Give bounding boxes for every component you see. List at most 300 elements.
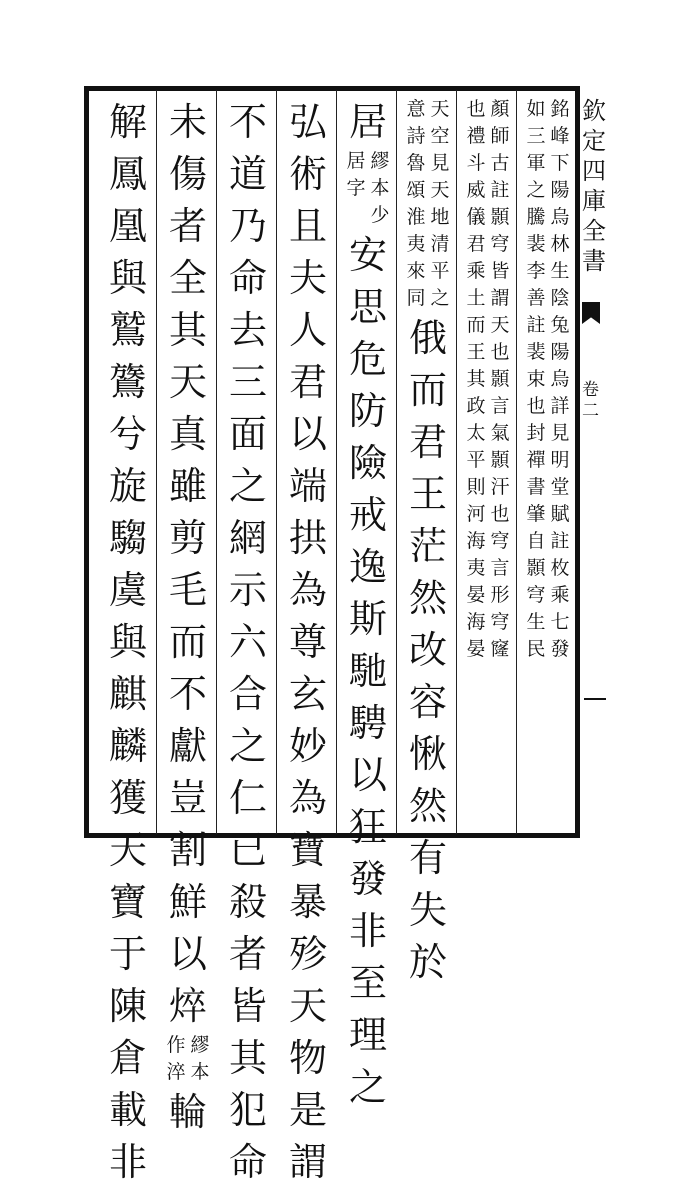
annotation-char: 之 bbox=[526, 179, 546, 201]
annotation-char: 繆 bbox=[370, 150, 390, 172]
main-text-char: 旋 bbox=[108, 464, 147, 508]
annotation-row bbox=[404, 204, 452, 231]
annotation-row bbox=[404, 258, 452, 285]
annotation-char: 威 bbox=[466, 179, 486, 201]
annotation-char: 自 bbox=[526, 530, 546, 552]
main-text-char: 其 bbox=[228, 1036, 267, 1080]
main-text-char: 術 bbox=[288, 152, 327, 196]
annotation-char: 淬 bbox=[166, 1061, 186, 1083]
main-text-char: 剪 bbox=[168, 516, 207, 560]
main-text-char: 為 bbox=[288, 776, 327, 820]
main-text-char: 與 bbox=[108, 620, 147, 664]
annotation-row bbox=[524, 312, 572, 339]
annotation-char: 顥 bbox=[490, 449, 510, 471]
annotation-char: 言 bbox=[490, 557, 510, 579]
main-text-char: 危 bbox=[348, 337, 387, 381]
annotation-char: 地 bbox=[430, 206, 450, 228]
main-text-char: 以 bbox=[348, 753, 387, 797]
main-text-char: 面 bbox=[228, 412, 267, 456]
annotation-char: 穹 bbox=[490, 611, 510, 633]
annotation-char: 淮 bbox=[406, 206, 426, 228]
main-text-char: 毛 bbox=[168, 568, 207, 612]
main-text-char: 謂 bbox=[288, 1140, 327, 1184]
annotation-char: 同 bbox=[406, 287, 426, 309]
annotation-char: 河 bbox=[466, 503, 486, 525]
annotation-char: 也 bbox=[466, 98, 486, 120]
text-column bbox=[100, 96, 156, 1188]
annotation-char: 發 bbox=[550, 638, 570, 660]
main-text-char: 未 bbox=[168, 100, 207, 144]
main-text-char: 命 bbox=[228, 1140, 267, 1184]
main-text-char: 失 bbox=[408, 888, 447, 932]
main-text-char: 仁 bbox=[228, 776, 267, 820]
annotation-char: 本 bbox=[190, 1061, 210, 1083]
annotation-char: 陽 bbox=[550, 341, 570, 363]
annotation-char: 乘 bbox=[550, 584, 570, 606]
annotation-char: 其 bbox=[466, 368, 486, 390]
annotation-char: 下 bbox=[550, 152, 570, 174]
text-column bbox=[460, 96, 516, 663]
annotation-row bbox=[524, 231, 572, 258]
juan-number bbox=[582, 380, 599, 422]
annotation-char: 也 bbox=[526, 395, 546, 417]
main-text-char: 拱 bbox=[288, 516, 327, 560]
main-text-char: 殺 bbox=[228, 880, 267, 924]
annotation-char: 如 bbox=[526, 98, 546, 120]
annotation-row bbox=[524, 177, 572, 204]
annotation-row bbox=[464, 393, 512, 420]
main-text-char: 麟 bbox=[108, 724, 147, 768]
annotation-char: 本 bbox=[370, 177, 390, 199]
annotation-row bbox=[464, 258, 512, 285]
main-text-char: 鷲 bbox=[108, 308, 147, 352]
annotation-row bbox=[464, 609, 512, 636]
annotation-char: 烏 bbox=[550, 368, 570, 390]
main-text-char: 皆 bbox=[228, 984, 267, 1028]
main-text-char: 馳 bbox=[348, 649, 387, 693]
annotation-char: 來 bbox=[406, 260, 426, 282]
main-text-char: 為 bbox=[288, 568, 327, 612]
annotation-row bbox=[344, 202, 392, 229]
main-text-char: 容 bbox=[408, 680, 447, 724]
annotation-char: 太 bbox=[466, 422, 486, 444]
annotation-row bbox=[524, 393, 572, 420]
main-text-char: 騶 bbox=[108, 516, 147, 560]
annotation-char: 汗 bbox=[490, 476, 510, 498]
text-column bbox=[220, 96, 276, 1188]
main-text-char: 者 bbox=[168, 204, 207, 248]
annotation-row bbox=[524, 474, 572, 501]
main-text-char: 防 bbox=[348, 389, 387, 433]
annotation-char: 顥 bbox=[526, 557, 546, 579]
annotation-char: 詳 bbox=[550, 395, 570, 417]
annotation-char: 古 bbox=[490, 152, 510, 174]
annotation-char: 註 bbox=[550, 530, 570, 552]
text-column bbox=[280, 96, 336, 1188]
annotation-char: 書 bbox=[526, 476, 546, 498]
annotation-row bbox=[464, 177, 512, 204]
annotation-char: 裴 bbox=[526, 341, 546, 363]
annotation-char: 窿 bbox=[490, 638, 510, 660]
main-text-char: 俄 bbox=[408, 316, 447, 360]
annotation-char: 肇 bbox=[526, 503, 546, 525]
fold-title-char: 全 bbox=[582, 217, 606, 245]
column-rule bbox=[396, 90, 397, 834]
main-text-char: 至 bbox=[348, 961, 387, 1005]
main-text-char: 是 bbox=[288, 1088, 327, 1132]
main-text-char: 而 bbox=[168, 620, 207, 664]
main-text-char: 然 bbox=[408, 576, 447, 620]
main-text-char: 豈 bbox=[168, 776, 207, 820]
annotation-char: 字 bbox=[346, 177, 366, 199]
fold-title-char: 書 bbox=[582, 247, 606, 275]
annotation-char: 斗 bbox=[466, 152, 486, 174]
fold-title-char: 欽 bbox=[582, 97, 606, 125]
annotation-char: 儀 bbox=[466, 206, 486, 228]
main-text-char: 乃 bbox=[228, 204, 267, 248]
annotation-char: 林 bbox=[550, 233, 570, 255]
main-text-char: 鮮 bbox=[168, 880, 207, 924]
main-text-char: 暴 bbox=[288, 880, 327, 924]
main-text-char: 犯 bbox=[228, 1088, 267, 1132]
fold-title bbox=[582, 96, 606, 276]
annotation-row bbox=[464, 204, 512, 231]
annotation-char: 晏 bbox=[466, 638, 486, 660]
annotation-row bbox=[404, 96, 452, 123]
main-text-char: 端 bbox=[288, 464, 327, 508]
annotation-row bbox=[464, 150, 512, 177]
main-text-char: 非 bbox=[348, 909, 387, 953]
column-rule bbox=[516, 90, 517, 834]
annotation-row bbox=[524, 150, 572, 177]
annotation-char: 陰 bbox=[550, 287, 570, 309]
annotation-char: 土 bbox=[466, 287, 486, 309]
main-text-char: 之 bbox=[348, 1065, 387, 1109]
annotation-char: 賦 bbox=[550, 503, 570, 525]
main-text-char: 君 bbox=[288, 360, 327, 404]
text-column bbox=[340, 96, 396, 1113]
annotation-char: 氣 bbox=[490, 422, 510, 444]
annotation-char: 烏 bbox=[550, 206, 570, 228]
annotation-char: 峰 bbox=[550, 125, 570, 147]
main-text-char: 安 bbox=[348, 233, 387, 277]
annotation-char: 民 bbox=[526, 638, 546, 660]
annotation-row bbox=[464, 636, 512, 663]
main-text-char: 物 bbox=[288, 1036, 327, 1080]
main-text-char: 陳 bbox=[108, 984, 147, 1028]
annotation-char: 天 bbox=[430, 98, 450, 120]
text-column bbox=[400, 96, 456, 988]
text-column bbox=[520, 96, 576, 663]
annotation-row bbox=[464, 339, 512, 366]
annotation-char: 穹 bbox=[526, 584, 546, 606]
annotation-row bbox=[464, 366, 512, 393]
main-text-char: 妙 bbox=[288, 724, 327, 768]
fold-title-char: 庫 bbox=[582, 187, 606, 215]
annotation-char: 天 bbox=[430, 179, 450, 201]
main-text-char: 以 bbox=[168, 932, 207, 976]
annotation-row bbox=[464, 528, 512, 555]
fold-title-char: 定 bbox=[582, 127, 606, 155]
annotation-row bbox=[464, 96, 512, 123]
annotation-row bbox=[524, 366, 572, 393]
annotation-row bbox=[524, 636, 572, 663]
annotation-char: 之 bbox=[430, 287, 450, 309]
annotation-row bbox=[464, 312, 512, 339]
annotation-char: 夷 bbox=[466, 557, 486, 579]
annotation-char: 清 bbox=[430, 233, 450, 255]
main-text-char: 焠 bbox=[168, 984, 207, 1028]
main-text-char: 居 bbox=[348, 100, 387, 144]
column-rule bbox=[276, 90, 277, 834]
annotation-char: 枚 bbox=[550, 557, 570, 579]
annotation-char: 平 bbox=[430, 260, 450, 282]
annotation-row bbox=[524, 420, 572, 447]
annotation-row bbox=[464, 123, 512, 150]
annotation-char: 乘 bbox=[466, 260, 486, 282]
annotation-char: 君 bbox=[466, 233, 486, 255]
fold-title-char: 四 bbox=[582, 157, 606, 185]
main-text-char: 君 bbox=[408, 420, 447, 464]
annotation-row bbox=[524, 96, 572, 123]
main-text-char: 殄 bbox=[288, 932, 327, 976]
annotation-row bbox=[464, 285, 512, 312]
annotation-char: 海 bbox=[466, 530, 486, 552]
annotation-char: 空 bbox=[430, 125, 450, 147]
annotation-char: 見 bbox=[550, 422, 570, 444]
main-text-char: 非 bbox=[108, 1140, 147, 1184]
main-text-char: 命 bbox=[228, 256, 267, 300]
annotation-row bbox=[464, 447, 512, 474]
annotation-char: 晏 bbox=[466, 584, 486, 606]
annotation-row bbox=[524, 528, 572, 555]
annotation-char: 天 bbox=[490, 314, 510, 336]
annotation-char: 陽 bbox=[550, 179, 570, 201]
text-column bbox=[160, 96, 216, 1138]
main-text-char: 寶 bbox=[288, 828, 327, 872]
annotation-row bbox=[404, 150, 452, 177]
annotation-char: 頌 bbox=[406, 179, 426, 201]
main-text-char: 其 bbox=[168, 308, 207, 352]
main-text-char: 逸 bbox=[348, 545, 387, 589]
annotation-char: 魯 bbox=[406, 152, 426, 174]
main-text-char: 夫 bbox=[288, 256, 327, 300]
annotation-char: 居 bbox=[346, 150, 366, 172]
annotation-row bbox=[344, 148, 392, 175]
annotation-char: 銘 bbox=[550, 98, 570, 120]
main-text-char: 三 bbox=[228, 360, 267, 404]
annotation-char: 禮 bbox=[466, 125, 486, 147]
juan-char: 卷 bbox=[582, 380, 599, 400]
annotation-char: 善 bbox=[526, 287, 546, 309]
annotation-char: 穹 bbox=[490, 530, 510, 552]
main-text-char: 割 bbox=[168, 828, 207, 872]
main-text-char: 載 bbox=[108, 1088, 147, 1132]
annotation-row bbox=[164, 1032, 212, 1059]
main-text-char: 理 bbox=[348, 1013, 387, 1057]
main-text-char: 鷟 bbox=[108, 360, 147, 404]
main-text-char: 凰 bbox=[108, 204, 147, 248]
main-text-char: 已 bbox=[228, 828, 267, 872]
annotation-row bbox=[464, 555, 512, 582]
main-text-char: 雖 bbox=[168, 464, 207, 508]
annotation-char: 皆 bbox=[490, 260, 510, 282]
main-text-char: 思 bbox=[348, 285, 387, 329]
main-text-char: 者 bbox=[228, 932, 267, 976]
annotation-char: 繆 bbox=[190, 1034, 210, 1056]
annotation-row bbox=[524, 204, 572, 231]
annotation-char: 王 bbox=[466, 341, 486, 363]
annotation-char: 兔 bbox=[550, 314, 570, 336]
annotation-char: 謂 bbox=[490, 287, 510, 309]
column-rule bbox=[156, 90, 157, 834]
main-text-char: 斯 bbox=[348, 597, 387, 641]
main-text-char: 險 bbox=[348, 441, 387, 485]
annotation-row bbox=[464, 582, 512, 609]
annotation-char: 少 bbox=[370, 204, 390, 226]
annotation-char: 李 bbox=[526, 260, 546, 282]
annotation-char: 裴 bbox=[526, 233, 546, 255]
annotation-char: 意 bbox=[406, 98, 426, 120]
annotation-char: 也 bbox=[490, 503, 510, 525]
main-text-char: 天 bbox=[168, 360, 207, 404]
annotation-char: 封 bbox=[526, 422, 546, 444]
main-text-char: 戒 bbox=[348, 493, 387, 537]
main-text-char: 兮 bbox=[108, 412, 147, 456]
annotation-char: 束 bbox=[526, 368, 546, 390]
annotation-char bbox=[344, 202, 368, 229]
main-text-char: 天 bbox=[288, 984, 327, 1028]
main-text-char: 且 bbox=[288, 204, 327, 248]
annotation-char: 而 bbox=[466, 314, 486, 336]
main-text-char: 玄 bbox=[288, 672, 327, 716]
annotation-row bbox=[524, 501, 572, 528]
annotation-char: 詩 bbox=[406, 125, 426, 147]
main-text-char: 而 bbox=[408, 368, 447, 412]
main-text-char: 傷 bbox=[168, 152, 207, 196]
annotation-char: 明 bbox=[550, 449, 570, 471]
main-text-char: 改 bbox=[408, 628, 447, 672]
annotation-row bbox=[524, 258, 572, 285]
annotation-char: 言 bbox=[490, 395, 510, 417]
main-text-char: 麒 bbox=[108, 672, 147, 716]
annotation-row bbox=[404, 177, 452, 204]
annotation-char: 海 bbox=[466, 611, 486, 633]
main-text-char: 獻 bbox=[168, 724, 207, 768]
annotation-char: 七 bbox=[550, 611, 570, 633]
annotation-char: 也 bbox=[490, 341, 510, 363]
annotation-row bbox=[464, 501, 512, 528]
main-text-char: 與 bbox=[108, 256, 147, 300]
main-text-char: 愀 bbox=[408, 732, 447, 776]
annotation-row bbox=[344, 175, 392, 202]
column-rule bbox=[456, 90, 457, 834]
main-text-char: 示 bbox=[228, 568, 267, 612]
main-text-char: 於 bbox=[408, 940, 447, 984]
main-text-char: 天 bbox=[108, 828, 147, 872]
main-text-char: 真 bbox=[168, 412, 207, 456]
annotation-char: 平 bbox=[466, 449, 486, 471]
annotation-char: 生 bbox=[550, 260, 570, 282]
main-text-char: 不 bbox=[228, 100, 267, 144]
column-rule bbox=[336, 90, 337, 834]
annotation-row bbox=[464, 420, 512, 447]
annotation-row bbox=[524, 609, 572, 636]
main-text-char: 然 bbox=[408, 784, 447, 828]
main-text-char: 道 bbox=[228, 152, 267, 196]
annotation-char: 生 bbox=[526, 611, 546, 633]
main-text-char: 輪 bbox=[168, 1090, 207, 1134]
edge-mark bbox=[584, 698, 606, 700]
main-text-char: 虞 bbox=[108, 568, 147, 612]
annotation-row bbox=[404, 123, 452, 150]
main-text-char: 不 bbox=[168, 672, 207, 716]
main-text-char: 獲 bbox=[108, 776, 147, 820]
column-rule bbox=[216, 90, 217, 834]
main-text-char: 以 bbox=[288, 412, 327, 456]
annotation-char: 顥 bbox=[490, 206, 510, 228]
juan-char: 二 bbox=[582, 401, 599, 421]
annotation-char: 軍 bbox=[526, 152, 546, 174]
main-text-char: 有 bbox=[408, 836, 447, 880]
annotation-char: 顏 bbox=[490, 98, 510, 120]
main-text-char: 寶 bbox=[108, 880, 147, 924]
main-text-char: 發 bbox=[348, 857, 387, 901]
main-text-char: 騁 bbox=[348, 701, 387, 745]
annotation-char: 三 bbox=[526, 125, 546, 147]
annotation-row bbox=[164, 1059, 212, 1086]
annotation-char: 禪 bbox=[526, 449, 546, 471]
main-text-char: 尊 bbox=[288, 620, 327, 664]
main-text-char: 于 bbox=[108, 932, 147, 976]
annotation-char: 穹 bbox=[490, 233, 510, 255]
annotation-row bbox=[524, 123, 572, 150]
main-text-char: 人 bbox=[288, 308, 327, 352]
annotation-char: 騰 bbox=[526, 206, 546, 228]
annotation-char: 註 bbox=[490, 179, 510, 201]
annotation-char: 顥 bbox=[490, 368, 510, 390]
annotation-char: 形 bbox=[490, 584, 510, 606]
annotation-row bbox=[464, 231, 512, 258]
annotation-char: 則 bbox=[466, 476, 486, 498]
main-text-char: 倉 bbox=[108, 1036, 147, 1080]
annotation-row bbox=[524, 285, 572, 312]
main-text-char: 王 bbox=[408, 472, 447, 516]
main-text-char: 茫 bbox=[408, 524, 447, 568]
annotation-row bbox=[524, 582, 572, 609]
main-text-char: 之 bbox=[228, 464, 267, 508]
main-text-char: 鳳 bbox=[108, 152, 147, 196]
annotation-char: 作 bbox=[166, 1034, 186, 1056]
annotation-row bbox=[404, 231, 452, 258]
annotation-row bbox=[524, 447, 572, 474]
main-text-char: 合 bbox=[228, 672, 267, 716]
main-text-char: 去 bbox=[228, 308, 267, 352]
annotation-char: 見 bbox=[430, 152, 450, 174]
annotation-row bbox=[464, 474, 512, 501]
annotation-char: 政 bbox=[466, 395, 486, 417]
main-text-char: 之 bbox=[228, 724, 267, 768]
annotation-row bbox=[524, 339, 572, 366]
annotation-char: 師 bbox=[490, 125, 510, 147]
main-text-char: 全 bbox=[168, 256, 207, 300]
annotation-row bbox=[404, 285, 452, 312]
annotation-char: 註 bbox=[526, 314, 546, 336]
main-text-char: 弘 bbox=[288, 100, 327, 144]
main-text-char: 網 bbox=[228, 516, 267, 560]
annotation-char: 堂 bbox=[550, 476, 570, 498]
main-text-char: 解 bbox=[108, 100, 147, 144]
